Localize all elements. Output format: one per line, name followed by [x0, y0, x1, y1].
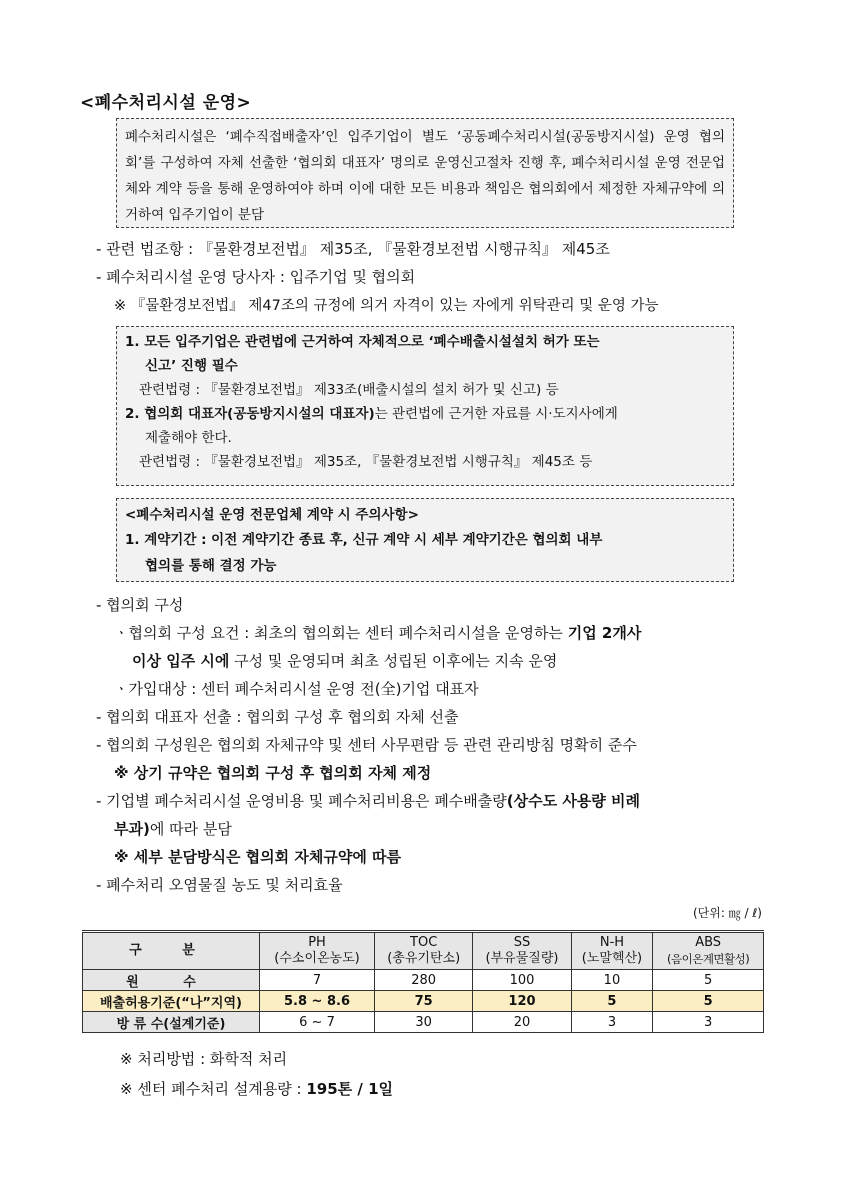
- table-cell: 280: [375, 970, 473, 991]
- col-desc: (수소이온농도): [274, 951, 360, 966]
- col-desc: (노말헥산): [581, 951, 643, 966]
- unit-label: (단위: ㎎ / ℓ): [692, 906, 762, 920]
- note-line: ※ 『물환경보전법』 제47조의 규정에 의거 자격이 있는 자에게 위탁관리 및 운영 가능: [114, 298, 659, 314]
- table-header-cell: [653, 932, 764, 970]
- table-header-first: 구 분: [83, 932, 260, 970]
- council-member-note: ※ 상기 규약은 협의회 구성 후 협의회 자체 제정: [114, 764, 432, 782]
- contract-item1-b: 협의를 통해 결정 가능: [145, 558, 277, 574]
- req-item1-b: 신고’ 진행 필수: [145, 358, 238, 374]
- table-cell: 5.8 ~ 8.6: [260, 991, 375, 1012]
- table-cell: 30: [375, 1012, 473, 1033]
- table-header-cell: [260, 932, 375, 970]
- council-rep: - 협의회 대표자 선출 : 협의회 구성 후 협의회 자체 선출: [96, 708, 459, 726]
- contract-box: [116, 498, 734, 582]
- council-cost-b-text: 에 따라 분담: [149, 820, 232, 838]
- req-item2: [125, 402, 725, 426]
- table-row: [83, 1012, 764, 1033]
- council-cost-b-bold: 부과): [114, 820, 150, 838]
- table-header-cell: [375, 932, 473, 970]
- council-member: - 협의회 구성원은 협의회 자체규약 및 센터 사무편람 등 관련 관리방침 명확히 준수: [96, 736, 637, 754]
- pollutant-heading: - 폐수처리 오염물질 농도 및 처리효율: [96, 876, 343, 894]
- council-cost-a-bold: (상수도 사용량 비례: [506, 792, 640, 810]
- req-item2-rest: 는 관련법에 근거한 자료를 시·도지사에게: [374, 406, 618, 422]
- col-name: SS: [513, 935, 531, 950]
- page-title: <폐수처리시설 운영>: [80, 93, 252, 113]
- table-cell: 5: [571, 991, 653, 1012]
- council-req-b: [132, 650, 557, 671]
- council-cost-note: ※ 세부 분담방식은 협의회 자체규약에 따름: [114, 848, 402, 866]
- council-heading: - 협의회 구성: [96, 596, 184, 614]
- req-item1-a: 1. 모든 입주기업은 관련법에 근거하여 자체적으로 ‘폐수배출시설설치 허가 또는: [125, 334, 600, 350]
- table-cell: 3: [653, 1012, 764, 1033]
- req-item2-b: 제출해야 한다.: [145, 430, 232, 446]
- table-cell: 10: [571, 970, 653, 991]
- footer-capacity: [120, 1078, 393, 1099]
- table-row-highlight: [83, 991, 764, 1012]
- intro-text: 폐수처리시설은 ‘폐수직접배출자’인 입주기업이 별도 ‘공동폐수처리시설(공동방지시설) 운영 협의회’를 구성하여 자체 선출한 ‘협의회 대표자’ 명의로 운영신고절차 진행 후, 폐수처리시설 운영 전문업체와 계약 등을 통해 운영하여야 하며 이에 대한 모든 비용과 책임은 협의회에서 제정한 자체규약에 의거하여 입주기업이 분담: [125, 129, 725, 223]
- req-item1-law: 관련법령 : 『물환경보전법』 제33조(배출시설의 설치 허가 및 신고) 등: [139, 382, 559, 398]
- row-label: 원 수: [83, 970, 260, 991]
- col-name: ABS: [695, 935, 722, 950]
- contract-item1-a: 1. 계약기간 : 이전 계약기간 종료 후, 신규 계약 시 세부 계약기간은 협의회 내부: [125, 532, 603, 548]
- table-cell: 5: [653, 991, 764, 1012]
- req-item2-law: 관련법령 : 『물환경보전법』 제35조, 『물환경보전법 시행규칙』 제45조 등: [139, 454, 593, 470]
- table-header-cell: [473, 932, 571, 970]
- law-line: - 관련 법조항 : 『물환경보전법』 제35조, 『물환경보전법 시행규칙』 제45조: [96, 240, 610, 258]
- col-desc: (총유기탄소): [387, 951, 461, 966]
- table-header-cell: [571, 932, 653, 970]
- col-desc: (부유물질량): [485, 951, 559, 966]
- table-cell: 100: [473, 970, 571, 991]
- footer-capacity-value: 195톤 / 1일: [306, 1080, 394, 1098]
- contract-heading: <폐수처리시설 운영 전문업체 계약 시 주의사항>: [125, 507, 419, 523]
- table-cell: 7: [260, 970, 375, 991]
- table-row: [83, 970, 764, 991]
- col-name: TOC: [410, 935, 438, 950]
- table-cell: 120: [473, 991, 571, 1012]
- council-req-a-text: ㆍ협의회 구성 요건 : 최초의 협의회는 센터 폐수처리시설을 운영하는: [114, 624, 568, 642]
- req-item2-bold: 2. 협의회 대표자(공동방지시설의 대표자): [125, 406, 375, 422]
- col-name: N-H: [599, 935, 625, 950]
- operator-line: - 폐수처리시설 운영 당사자 : 입주기업 및 협의회: [96, 268, 416, 286]
- council-req-b-text: 구성 및 운영되며 최초 성립된 이후에는 지속 운영: [229, 652, 558, 670]
- intro-box: [116, 118, 734, 228]
- col-name: PH: [308, 935, 326, 950]
- table-cell: 20: [473, 1012, 571, 1033]
- council-target: ㆍ가입대상 : 센터 폐수처리시설 운영 전(全)기업 대표자: [114, 680, 479, 698]
- footer-method: ※ 처리방법 : 화학적 처리: [120, 1050, 288, 1068]
- council-req-a-bold: 기업 2개사: [567, 624, 642, 642]
- council-cost-b: [114, 818, 232, 839]
- table-cell: 5: [653, 970, 764, 991]
- col-desc: (음이온계면활성): [667, 952, 750, 966]
- table-cell: 6 ~ 7: [260, 1012, 375, 1033]
- table-cell: 3: [571, 1012, 653, 1033]
- row-label: 배출허용기준(“나”지역): [83, 991, 260, 1012]
- table-cell: 75: [375, 991, 473, 1012]
- council-cost-a-text: - 기업별 폐수처리시설 운영비용 및 폐수처리비용은 폐수배출량: [96, 792, 507, 810]
- pollutant-table: [82, 930, 764, 1033]
- council-cost-a: [96, 790, 640, 811]
- council-req-b-bold: 이상 입주 시에: [132, 652, 230, 670]
- table-header-row: [83, 932, 764, 970]
- footer-capacity-label: ※ 센터 폐수처리 설계용량 :: [120, 1080, 307, 1098]
- row-label: 방 류 수(설계기준): [83, 1012, 260, 1033]
- council-req-a: [114, 622, 641, 643]
- requirement-box: [116, 326, 734, 486]
